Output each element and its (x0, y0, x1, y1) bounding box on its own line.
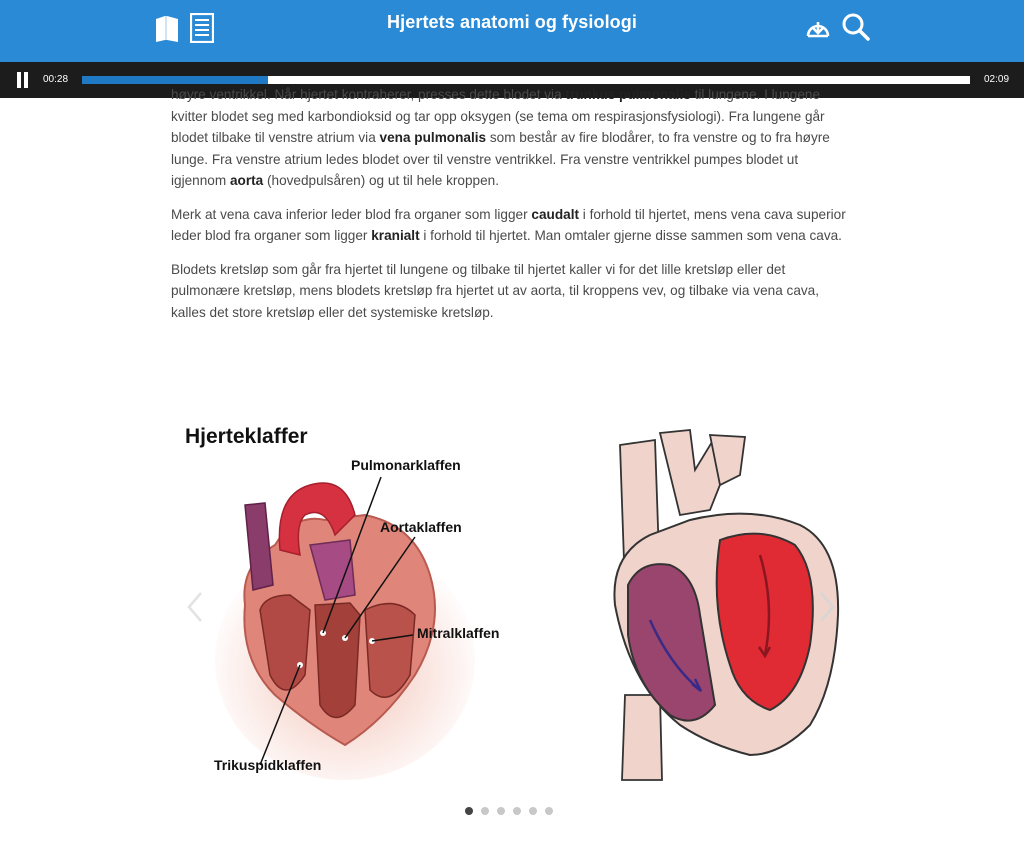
label-mitralklaffen: Mitralklaffen (417, 625, 500, 641)
carousel-dot[interactable] (545, 807, 553, 815)
paragraph: Blodets kretsløp som går fra hjertet til lungene og tilbake til hjertet kaller vi for det lille kretsløp eller det pulmonære kretsløp, mens blodets kretsløp fra hjertet ut av aorta, til kroppens vev, og tilbake via vena cava, kalles det store kretsløp eller det systemiske kretsløp. (171, 261, 820, 320)
image-carousel (175, 400, 855, 800)
carousel-dot[interactable] (529, 807, 537, 815)
carousel-dot[interactable] (465, 807, 473, 815)
page-title: Hjertets anatomi og fysiologi (387, 12, 637, 32)
total-time: 02:09 (984, 74, 1010, 85)
carousel-dot[interactable] (497, 807, 505, 815)
audio-progress-fill (82, 76, 268, 84)
paragraph: Merk at vena cava inferior leder blod fra organer som ligger caudalt i forhold til hjertet, mens vena cava superior leder blod fra organer som ligger kranialt i forhold til hjertet. Man omtaler gjerne disse sammen som vena cava. (171, 206, 846, 243)
pause-icon (17, 72, 21, 88)
chevron-right-icon[interactable] (817, 590, 837, 629)
carousel-dot[interactable] (513, 807, 521, 815)
app-header (0, 0, 1024, 62)
article-text (171, 87, 851, 335)
blood-flow-illustration (600, 425, 845, 785)
search-icon[interactable] (841, 12, 871, 47)
figure-title: Hjerteklaffer (185, 425, 308, 448)
label-aortaklaffen: Aortaklaffen (380, 519, 462, 535)
current-time: 00:28 (43, 74, 69, 85)
download-icon[interactable] (804, 14, 832, 47)
audio-progress-slider[interactable] (82, 76, 970, 84)
chevron-left-icon[interactable] (185, 590, 205, 629)
label-pulmonarklaffen: Pulmonarklaffen (351, 457, 461, 473)
paragraph: høyre ventrikkel. Når hjertet kontraherer, presses dette blodet via trunkus pulmonalis til lungene. I lungene kvitter blodet seg med karbondioksid og tar opp oksygen (se tema om respirasjonsfysiologi). Fra lungene går blodet tilbake til venstre atrium via vena pulmonalis som består av fire blodårer, to fra venstre og to fra høyre lunge. Fra venstre atrium ledes blodet over til venstre ventrikkel. Fra venstre ventrikkel pumpes blodet ut igjennom aorta (hovedpulsåren) og ut til hele kroppen. (171, 87, 830, 188)
label-trikuspidklaffen: Trikuspidklaffen (214, 757, 322, 773)
pause-button[interactable] (15, 72, 31, 88)
carousel-dot[interactable] (481, 807, 489, 815)
